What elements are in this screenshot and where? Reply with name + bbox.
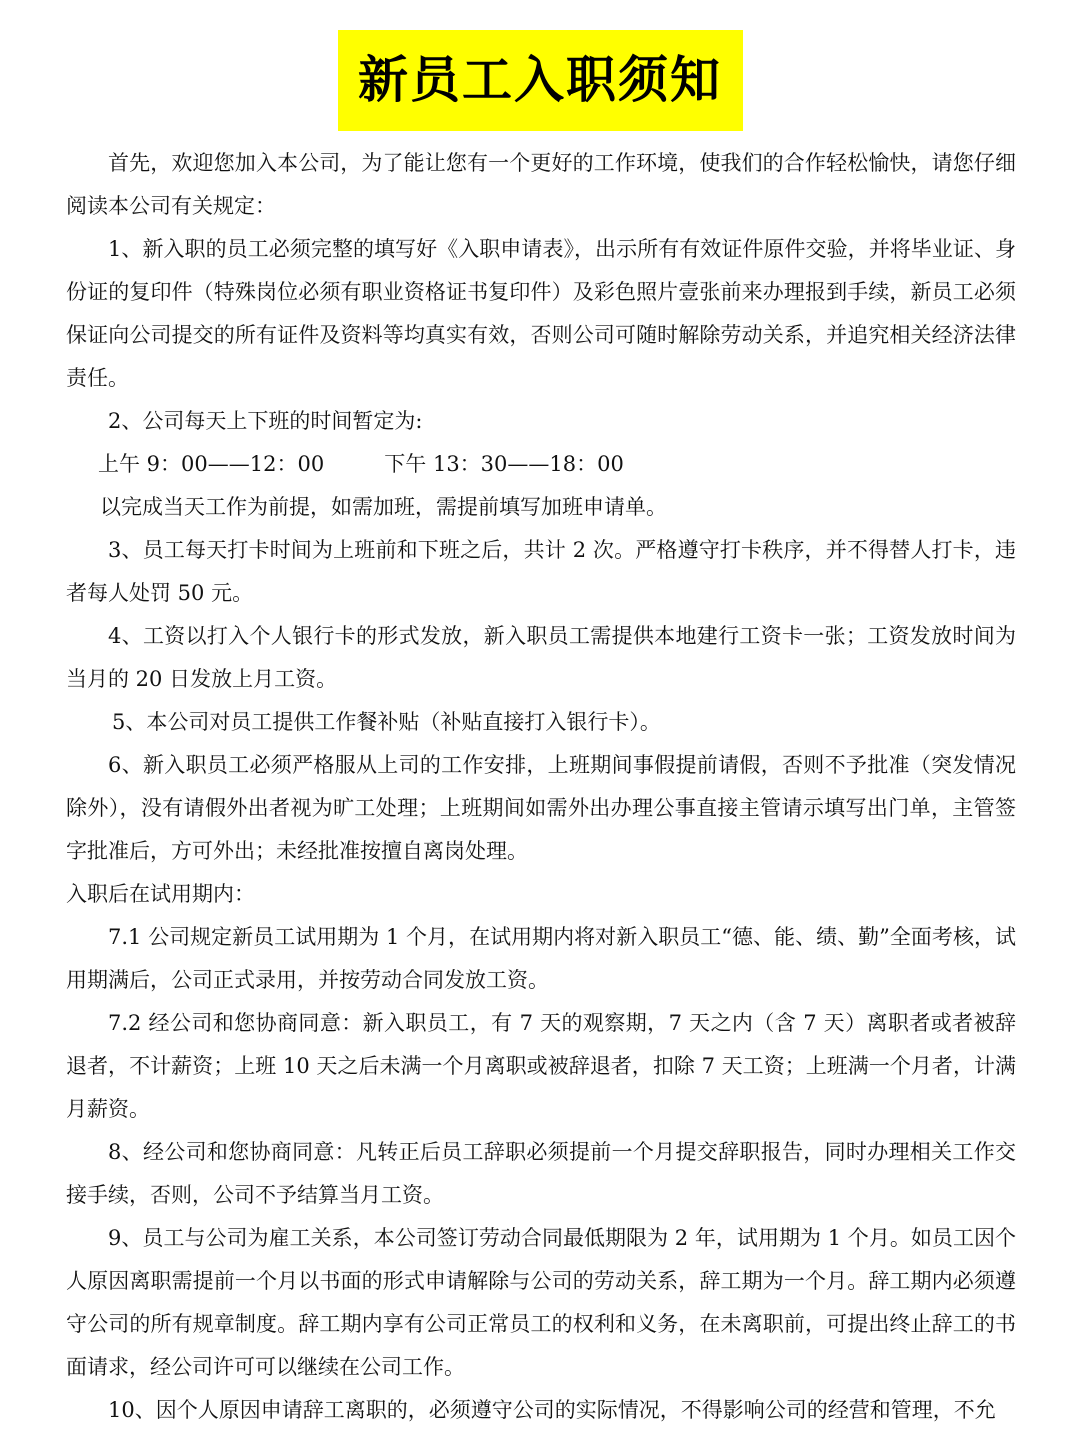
intro-paragraph: 首先，欢迎您加入本公司，为了能让您有一个更好的工作环境，使我们的合作轻松愉快，请您仔细阅读本公司有关规定： — [66, 151, 1016, 218]
rule-7-2: 7.2 经公司和您协商同意：新入职员工，有 7 天的观察期，7 天之内（含 7 天）离职者或者被辞退者，不计薪资；上班 10 天之后未满一个月离职或被辞退者，扣除 7 天工资；上班满一个月者，计满月薪资。 — [66, 1011, 1016, 1121]
probation-heading: 入职后在试用期内： — [66, 882, 255, 906]
schedule-morning: 上午 9：00——12：00 — [98, 452, 325, 476]
title-container — [0, 30, 1080, 131]
rule-3: 3、员工每天打卡时间为上班前和下班之后，共计 2 次。严格遵守打卡秩序，并不得替人打卡，违者每人处罚 50 元。 — [66, 538, 1016, 605]
rule-9: 9、员工与公司为雇工关系，本公司签订劳动合同最低期限为 2 年，试用期为 1 个月。如员工因个人原因离职需提前一个月以书面的形式申请解除与公司的劳动关系，辞工期为一个月。辞工期内必须遵守公司的所有规章制度。辞工期内享有公司正常员工的权利和义务，在未离职前，可提出终止辞工的书面请求，经公司许可可以继续在公司工作。 — [66, 1226, 1016, 1379]
rule-5: 5、本公司对员工提供工作餐补贴（补贴直接打入银行卡）。 — [112, 710, 661, 734]
rule-10: 10、因个人原因申请辞工离职的，必须遵守公司的实际情况，不得影响公司的经营和管理，不允 — [108, 1398, 996, 1422]
schedule-afternoon: 下午 13：30——18：00 — [384, 452, 624, 476]
rule-2: 2、公司每天上下班的时间暂定为: — [108, 409, 423, 433]
rule-2-note: 以完成当天工作为前提，如需加班，需提前填写加班申请单。 — [100, 495, 667, 519]
rule-6: 6、新入职员工必须严格服从上司的工作安排，上班期间事假提前请假，否则不予批准（突发情况除外），没有请假外出者视为旷工处理；上班期间如需外出办理公事直接主管请示填写出门单，主管签字批准后，方可外出；未经批准按擅自离岗处理。 — [66, 753, 1016, 863]
document-title: 新员工入职须知 — [338, 30, 743, 131]
rule-1: 1、新入职的员工必须完整的填写好《入职申请表》，出示所有有效证件原件交验，并将毕业证、身份证的复印件（特殊岗位必须有职业资格证书复印件）及彩色照片壹张前来办理报到手续，新员工必须保证向公司提交的所有证件及资料等均真实有效，否则公司可随时解除劳动关系，并追究相关经济法律责任。 — [66, 237, 1016, 390]
document-body — [66, 142, 1016, 1432]
rule-4: 4、工资以打入个人银行卡的形式发放，新入职员工需提供本地建行工资卡一张；工资发放时间为当月的 20 日发放上月工资。 — [66, 624, 1016, 691]
work-schedule — [66, 443, 1016, 486]
rule-8: 8、经公司和您协商同意：凡转正后员工辞职必须提前一个月提交辞职报告，同时办理相关工作交接手续，否则，公司不予结算当月工资。 — [66, 1140, 1016, 1207]
rule-7-1: 7.1 公司规定新员工试用期为 1 个月，在试用期内将对新入职员工“德、能、绩、勤”全面考核，试用期满后，公司正式录用，并按劳动合同发放工资。 — [66, 925, 1016, 992]
